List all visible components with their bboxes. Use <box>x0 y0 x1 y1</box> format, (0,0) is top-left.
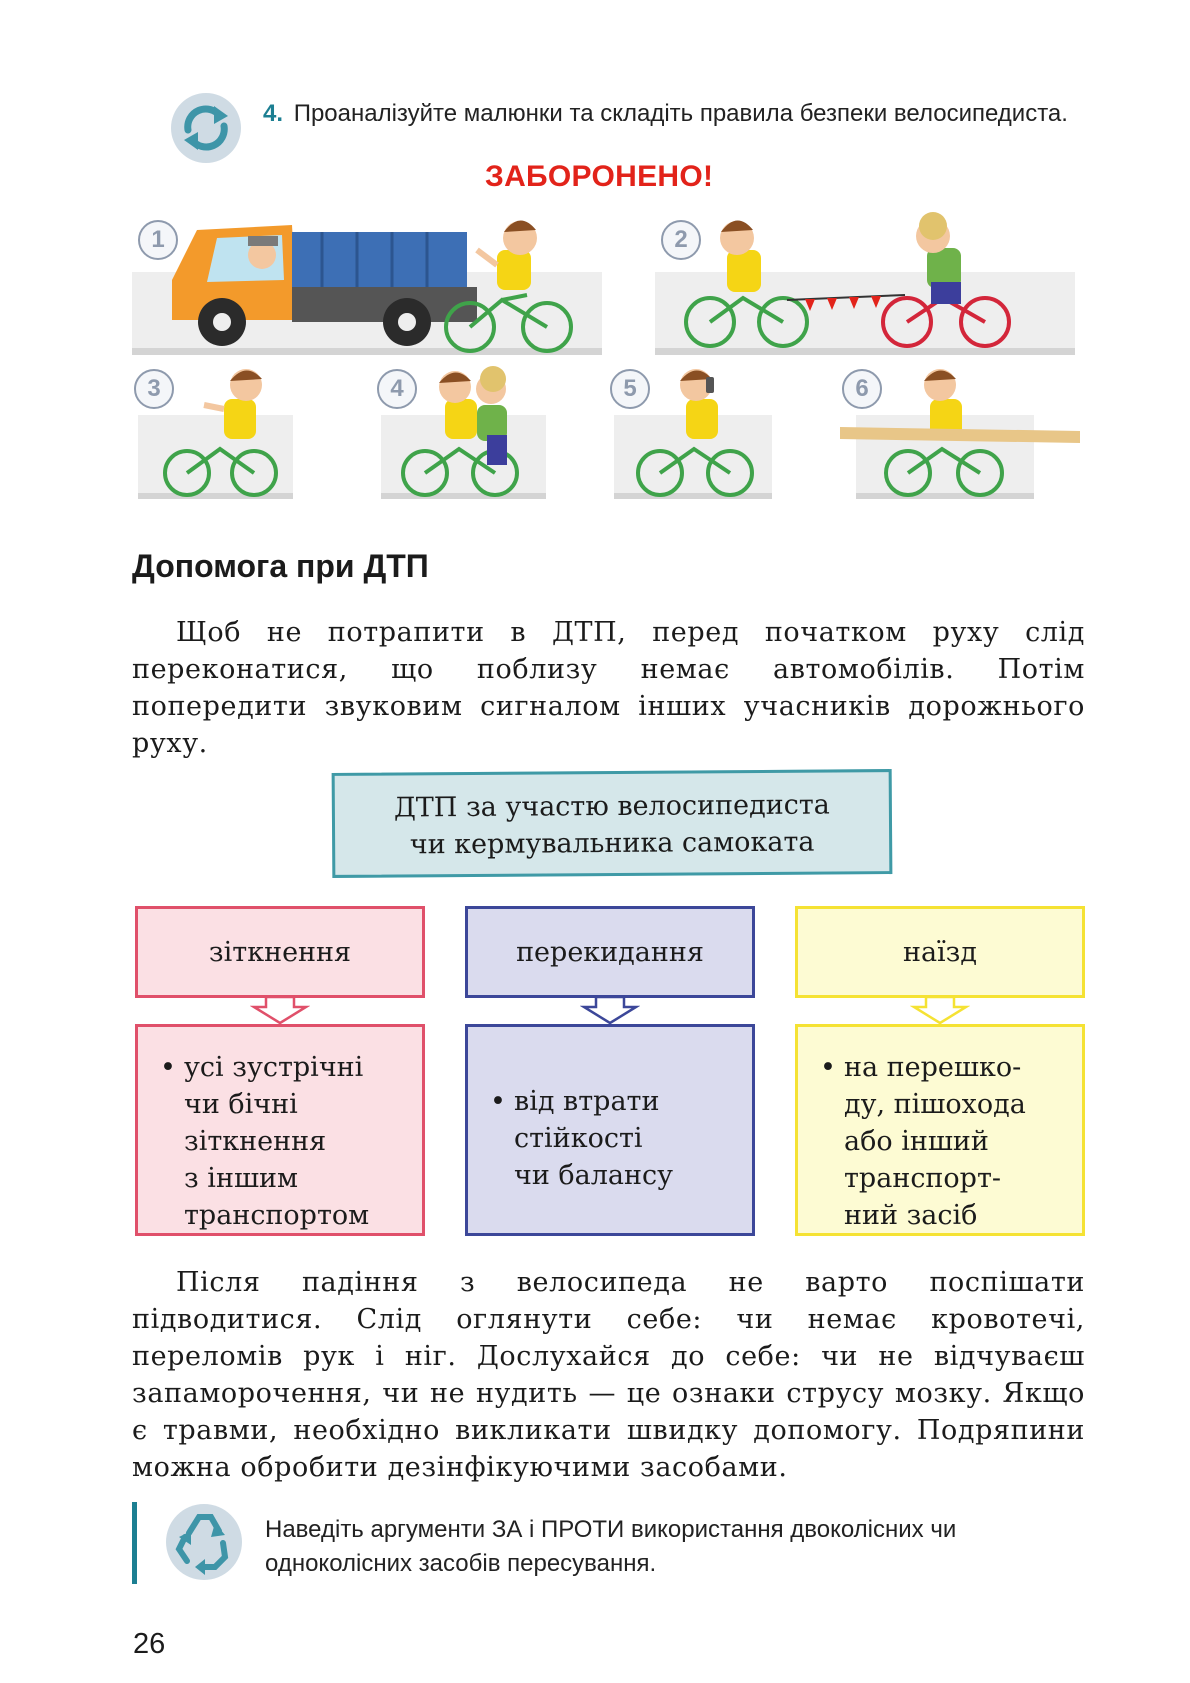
category-overturn: перекидання <box>465 906 755 998</box>
arrow-down-icon <box>910 995 970 1025</box>
scene-4-illustration <box>375 365 555 505</box>
diagram-root-line: ДТП за участю велосипедиста <box>393 789 830 824</box>
page-number: 26 <box>133 1628 166 1660</box>
scene-number: 4 <box>377 369 417 409</box>
passenger-cyclist-image <box>375 365 555 505</box>
category-hit: наїзд <box>795 906 1085 998</box>
description-hit <box>795 1024 1085 1236</box>
recycle-arrows-icon <box>165 1503 243 1581</box>
description-line: ний засіб <box>844 1200 978 1231</box>
scene-number: 1 <box>138 220 178 260</box>
description-line: зіткнення <box>184 1126 327 1157</box>
scene-number: 2 <box>661 220 701 260</box>
side-accent-bar <box>132 1502 137 1584</box>
description-line: або інший <box>844 1126 989 1157</box>
diagram-root-line: чи кермувальника самоката <box>409 826 815 861</box>
description-line: з іншим <box>184 1163 299 1194</box>
scene-number: 5 <box>610 369 650 409</box>
scene-2-illustration <box>655 210 1075 360</box>
scene-5-illustration <box>608 365 778 505</box>
no-hands-cyclist-image <box>132 365 300 505</box>
description-line: на перешко- <box>844 1052 1022 1083</box>
paragraph-after-fall: Після падіння з велосипеда не варто поспішати підводитися. Слід оглянути себе: чи немає кровотечі, переломів рук і ніг. Дослухайся до себе: чи не відчуваєш запаморочення, чи не нудить — це ознаки струсу мозку. Якщо є травми, необхідно викликати швидку допомогу. Подряпини можна обробити дезінфікуючими засобами. <box>132 1267 1085 1483</box>
forbidden-heading: ЗАБОРОНЕНО! <box>485 160 714 193</box>
description-overturn <box>465 1024 755 1236</box>
description-line: від втрати <box>514 1086 660 1117</box>
description-line: стійкості <box>514 1123 643 1154</box>
plank-cyclist-image <box>840 365 1085 505</box>
scene-3-illustration <box>132 365 300 505</box>
category-collision: зіткнення <box>135 906 425 998</box>
refresh-arrows-icon <box>170 92 242 164</box>
diagram-root-box <box>332 769 893 878</box>
truck-cyclist-image <box>132 210 602 360</box>
description-collision <box>135 1024 425 1236</box>
description-line: ду, пішохода <box>844 1089 1026 1120</box>
paragraph-prevention: Щоб не потрапити в ДТП, перед початком руху слід переконатися, що поблизу немає автомобілів. Потім попередити звуковим сигналом інших учасників дорожнього руху. <box>132 617 1085 759</box>
description-line: чи бічні <box>184 1089 298 1120</box>
description-line: транспорт- <box>844 1163 1002 1194</box>
task-number: 4. <box>263 100 284 127</box>
towing-cyclists-image <box>655 210 1075 360</box>
scene-6-illustration <box>840 365 1085 505</box>
scene-1-illustration <box>132 210 602 360</box>
arrow-down-icon <box>250 995 310 1025</box>
task-4-text <box>263 97 1083 130</box>
description-line: транспортом <box>184 1200 370 1231</box>
scene-number: 3 <box>134 369 174 409</box>
arrow-down-icon <box>580 995 640 1025</box>
description-line: усі зустрічні <box>184 1052 364 1083</box>
description-line: чи балансу <box>514 1160 674 1191</box>
scene-number: 6 <box>842 369 882 409</box>
section-title: Допомога при ДТП <box>132 548 429 584</box>
bullet: • <box>820 1052 836 1083</box>
discussion-task-text: Наведіть аргументи ЗА і ПРОТИ використання двоколісних чи одноколісних засобів пересування. <box>265 1516 957 1577</box>
task-instruction: Проаналізуйте малюнки та складіть правила безпеки велосипедиста. <box>293 100 1068 127</box>
phone-cyclist-image <box>608 365 778 505</box>
bullet: • <box>490 1086 506 1117</box>
bullet: • <box>160 1052 176 1083</box>
